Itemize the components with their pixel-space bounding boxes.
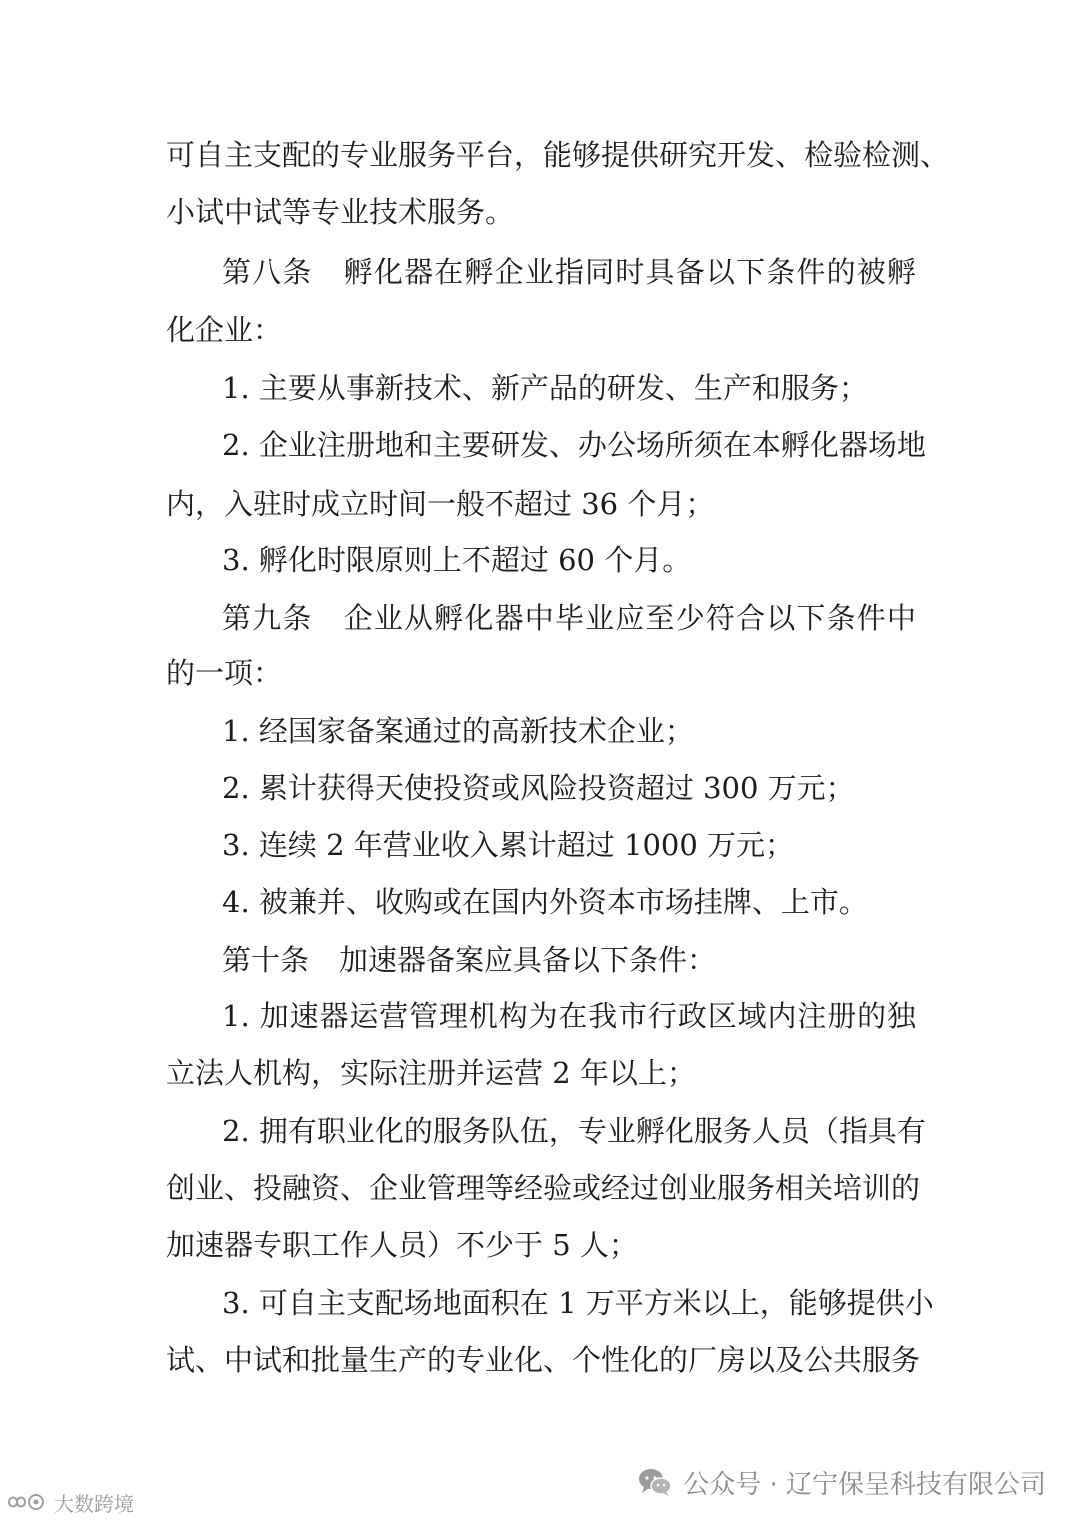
text-line-18: 2. 拥有职业化的服务队伍，专业孵化服务人员（指具有	[222, 1114, 926, 1148]
article-8-heading: 第八条	[222, 255, 313, 289]
text-line-5: 1. 主要从事新技术、新产品的研发、生产和服务；	[222, 371, 868, 405]
wechat-icon	[637, 1467, 673, 1497]
text-line-1: 可自主支配的专业服务平台，能够提供研究开发、检验检测、	[166, 138, 950, 172]
text-line-14: 4. 被兼并、收购或在国内外资本市场挂牌、上市。	[222, 885, 868, 919]
text-line-10: 的一项：	[166, 656, 283, 690]
text-line-11: 1. 经国家备案通过的高新技术企业；	[222, 714, 694, 748]
text-line-21: 3. 可自主支配场地面积在 1 万平方米以上，能够提供小	[222, 1286, 934, 1320]
text-line-2: 小试中试等专业技术服务。	[166, 195, 515, 229]
infinity-logo-icon	[6, 1491, 50, 1513]
brand-text: 大数跨境	[54, 1491, 134, 1516]
article-9-line	[222, 598, 916, 638]
text-line-4: 化企业：	[166, 313, 283, 347]
wechat-watermark	[637, 1462, 1046, 1502]
text-line-8: 3. 孵化时限原则上不超过 60 个月。	[222, 543, 692, 577]
article-8-line	[222, 252, 916, 292]
article-8-text: 孵化器在孵企业指同时具备以下条件的被孵	[342, 255, 916, 289]
watermark-text: 公众号 · 辽宁保呈科技有限公司	[683, 1469, 1046, 1500]
brand-logo	[6, 1487, 134, 1517]
article-10-line	[222, 940, 716, 980]
article-10-heading: 第十条	[222, 943, 310, 977]
article-9-text: 企业从孵化器中毕业应至少符合以下条件中	[342, 601, 916, 635]
text-line-20: 加速器专职工作人员）不少于 5 人；	[166, 1228, 638, 1262]
text-line-17: 立法人机构，实际注册并运营 2 年以上；	[166, 1056, 696, 1090]
text-line-12: 2. 累计获得天使投资或风险投资超过 300 万元；	[222, 771, 855, 805]
text-line-16: 1. 加速器运营管理机构为在我市行政区域内注册的独	[222, 999, 916, 1033]
text-line-7: 内，入驻时成立时间一般不超过 36 个月；	[166, 487, 715, 521]
text-line-6: 2. 企业注册地和主要研发、办公场所须在本孵化器场地	[222, 428, 926, 462]
article-10-text: 加速器备案应具备以下条件：	[339, 943, 717, 977]
text-line-19: 创业、投融资、企业管理等经验或经过创业服务相关培训的	[166, 1171, 921, 1205]
text-line-13: 3. 连续 2 年营业收入累计超过 1000 万元；	[222, 828, 795, 862]
article-9-heading: 第九条	[222, 601, 313, 635]
text-line-22: 试、中试和批量生产的专业化、个性化的厂房以及公共服务	[166, 1343, 921, 1377]
